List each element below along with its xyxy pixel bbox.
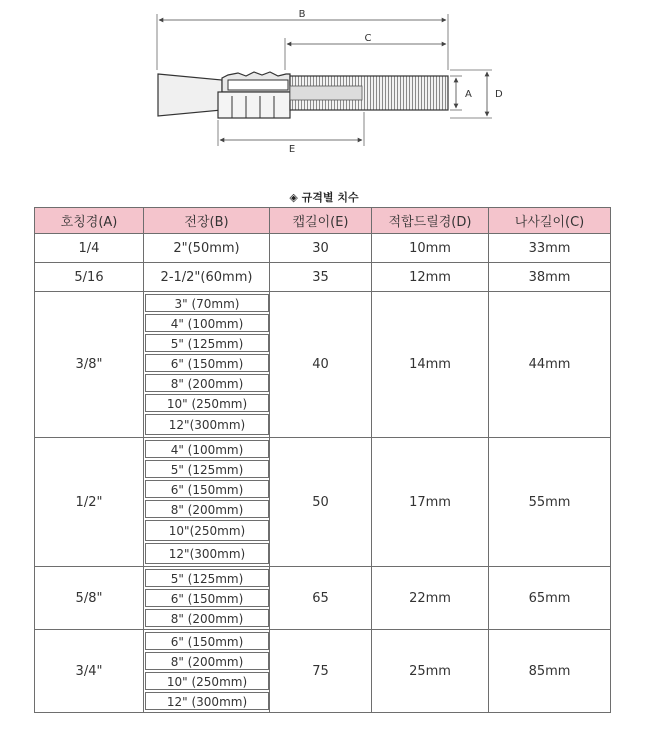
table-row xyxy=(35,567,611,630)
cell-thread-length: 33mm xyxy=(489,234,611,263)
cell-cap-length: 35 xyxy=(270,263,372,292)
cell-thread-length: 44mm xyxy=(489,292,611,438)
table-row xyxy=(35,263,611,292)
spec-table-body xyxy=(35,234,611,713)
dimension-c-label: C xyxy=(364,33,372,44)
cell-thread-length: 55mm xyxy=(489,438,611,567)
cell-drill-size: 12mm xyxy=(372,263,489,292)
length-option: 5" (125mm) xyxy=(145,460,269,478)
length-option: 5" (125mm) xyxy=(145,334,269,352)
cell-drill-size: 22mm xyxy=(372,567,489,630)
cell-cap-length: 75 xyxy=(270,630,372,713)
spec-table-header xyxy=(35,208,611,234)
table-row xyxy=(35,630,611,713)
cell-drill-size: 17mm xyxy=(372,438,489,567)
cell-nominal: 5/8" xyxy=(35,567,144,630)
table-row xyxy=(35,234,611,263)
length-option: 3" (70mm) xyxy=(145,294,269,312)
length-option: 6" (150mm) xyxy=(145,632,269,650)
cell-drill-size: 25mm xyxy=(372,630,489,713)
cell-nominal: 1/4 xyxy=(35,234,144,263)
cell-length-list xyxy=(144,567,270,630)
cell-thread-length: 65mm xyxy=(489,567,611,630)
length-option: 10" (250mm) xyxy=(145,672,269,690)
header-thread-length: 나사길이(C) xyxy=(489,208,611,234)
bolt-sleeve-bottom xyxy=(218,92,290,118)
length-option: 5" (125mm) xyxy=(145,569,269,587)
cell-nominal: 3/4" xyxy=(35,630,144,713)
length-option: 4" (100mm) xyxy=(145,440,269,458)
header-drill-size: 적합드릴경(D) xyxy=(372,208,489,234)
length-option: 12" (300mm) xyxy=(145,692,269,710)
dimension-e-label: E xyxy=(288,144,296,155)
header-cap-length: 캡길이(E) xyxy=(270,208,372,234)
cell-cap-length: 30 xyxy=(270,234,372,263)
length-option: 8" (200mm) xyxy=(145,609,269,627)
length-option: 6" (150mm) xyxy=(145,589,269,607)
table-row xyxy=(35,438,611,567)
length-option: 6" (150mm) xyxy=(145,354,269,372)
cell-thread-length: 38mm xyxy=(489,263,611,292)
cell-nominal: 3/8" xyxy=(35,292,144,438)
length-option: 6" (150mm) xyxy=(145,480,269,498)
cell-length: 2-1/2"(60mm) xyxy=(144,263,270,292)
header-length: 전장(B) xyxy=(144,208,270,234)
dimension-a-label: A xyxy=(465,89,472,100)
header-nominal: 호칭경(A) xyxy=(35,208,144,234)
cell-drill-size: 14mm xyxy=(372,292,489,438)
table-title: ◈ 규격별 치수 xyxy=(289,191,359,204)
cell-length-list xyxy=(144,630,270,713)
cell-cap-length: 50 xyxy=(270,438,372,567)
length-option: 8" (200mm) xyxy=(145,374,269,392)
dimension-d-label: D xyxy=(495,89,503,100)
length-option: 8" (200mm) xyxy=(145,500,269,518)
length-option: 10" (250mm) xyxy=(145,394,269,412)
cell-length-list xyxy=(144,438,270,567)
length-option: 4" (100mm) xyxy=(145,314,269,332)
cell-nominal: 1/2" xyxy=(35,438,144,567)
cell-cap-length: 65 xyxy=(270,567,372,630)
table-row xyxy=(35,292,611,438)
cell-drill-size: 10mm xyxy=(372,234,489,263)
dimension-b-label: B xyxy=(298,9,306,20)
anchor-bolt-diagram xyxy=(0,0,648,185)
cell-cap-length: 40 xyxy=(270,292,372,438)
spec-table xyxy=(34,207,611,713)
length-option: 12"(300mm) xyxy=(145,543,269,564)
cell-thread-length: 85mm xyxy=(489,630,611,713)
bolt-cone xyxy=(158,74,222,116)
length-option: 8" (200mm) xyxy=(145,652,269,670)
cell-length: 2"(50mm) xyxy=(144,234,270,263)
length-option: 10"(250mm) xyxy=(145,520,269,541)
cell-nominal: 5/16 xyxy=(35,263,144,292)
cell-length-list xyxy=(144,292,270,438)
length-option: 12"(300mm) xyxy=(145,414,269,435)
